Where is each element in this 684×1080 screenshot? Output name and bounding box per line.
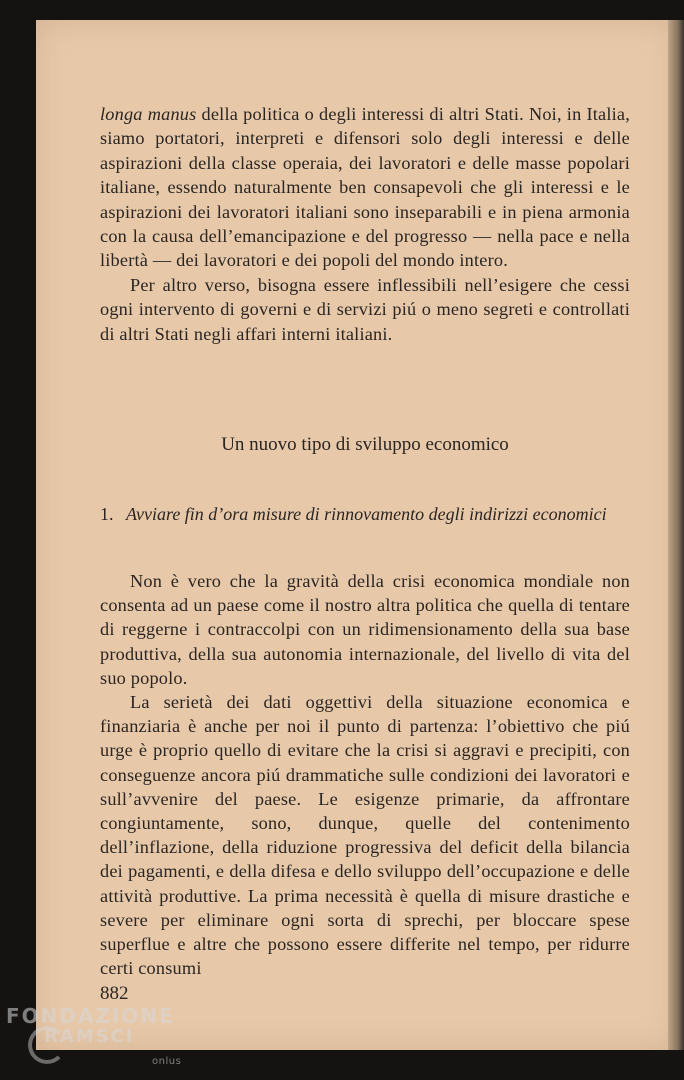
paragraph-4: La serietà dei dati oggettivi della situazione economica e finanziaria è anche per noi il punto di partenza: l’obiettivo che piú urge è proprio quello di evitare che la crisi si aggravi e precipiti, con conseguenze ancora piú drammatiche sulle condizioni dei lavoratori e sull’avvenire del paese. Le esigenze primarie, da affrontare congiuntamente, sono, dunque, quelle del contenimento dell’inflazione, della riduzione progressiva del deficit della bilancia dei pagamenti, e della difesa e dello sviluppo dell’occupazione e delle attività produttive. La prima necessità è quella di misure drastiche e severe per eliminare ogni sorta di sprechi, per bloccare spese superflue e altre che possono essere differite nel tempo, per ridurre certi consumi <box>100 692 630 979</box>
page-number: 882 <box>100 983 129 1004</box>
watermark-logo <box>6 1004 182 1067</box>
bottom-text-block <box>100 569 630 980</box>
page-edge <box>668 20 684 1050</box>
paragraph-1-text: della politica o degli interessi di altri Stati. Noi, in Italia, siamo portatori, interpreti e difensori solo degli interessi e delle aspirazioni della classe operaia, dei lavoratori e delle masse popolari italiane, essendo naturalmente ben consapevoli che gli interessi e le aspirazioni dei lavoratori italiani sono inseparabili e in piena armonia con la causa dell’emancipazione e del progresso — nella pace e nella libertà — dei lavoratori e dei popoli del mondo intero. <box>100 104 631 271</box>
g-logo-icon <box>28 1026 66 1064</box>
watermark-line-3: onlus <box>152 1056 182 1067</box>
subsection-heading <box>100 502 640 526</box>
watermark-line-1: FONDAZIONE <box>6 1004 175 1028</box>
italic-lead: longa manus <box>100 104 197 124</box>
section-heading: Un nuovo tipo di sviluppo economico <box>221 434 509 455</box>
subsection-title: Avviare fin d’ora misure di rinnovamento degli indirizzi economici <box>126 504 607 524</box>
top-text-block <box>100 102 630 346</box>
subsection-number: 1. <box>100 504 114 524</box>
watermark-line-2: RAMSCI <box>44 1026 135 1047</box>
paragraph-3: Non è vero che la gravità della crisi economica mondiale non consenta ad un paese come il nostro altra politica che quella di tentare di reggerne i contraccolpi con un ridimensionamento della sua base produttiva, della sua autonomia internazionale, del livello di vita del suo popolo. <box>100 571 630 688</box>
paragraph-2: Per altro verso, bisogna essere inflessibili nell’esigere che cessi ogni intervento di governi e di servizi piú o meno segreti e controllati di altri Stati negli affari interni italiani. <box>100 274 630 344</box>
paragraph-1 <box>100 102 630 273</box>
